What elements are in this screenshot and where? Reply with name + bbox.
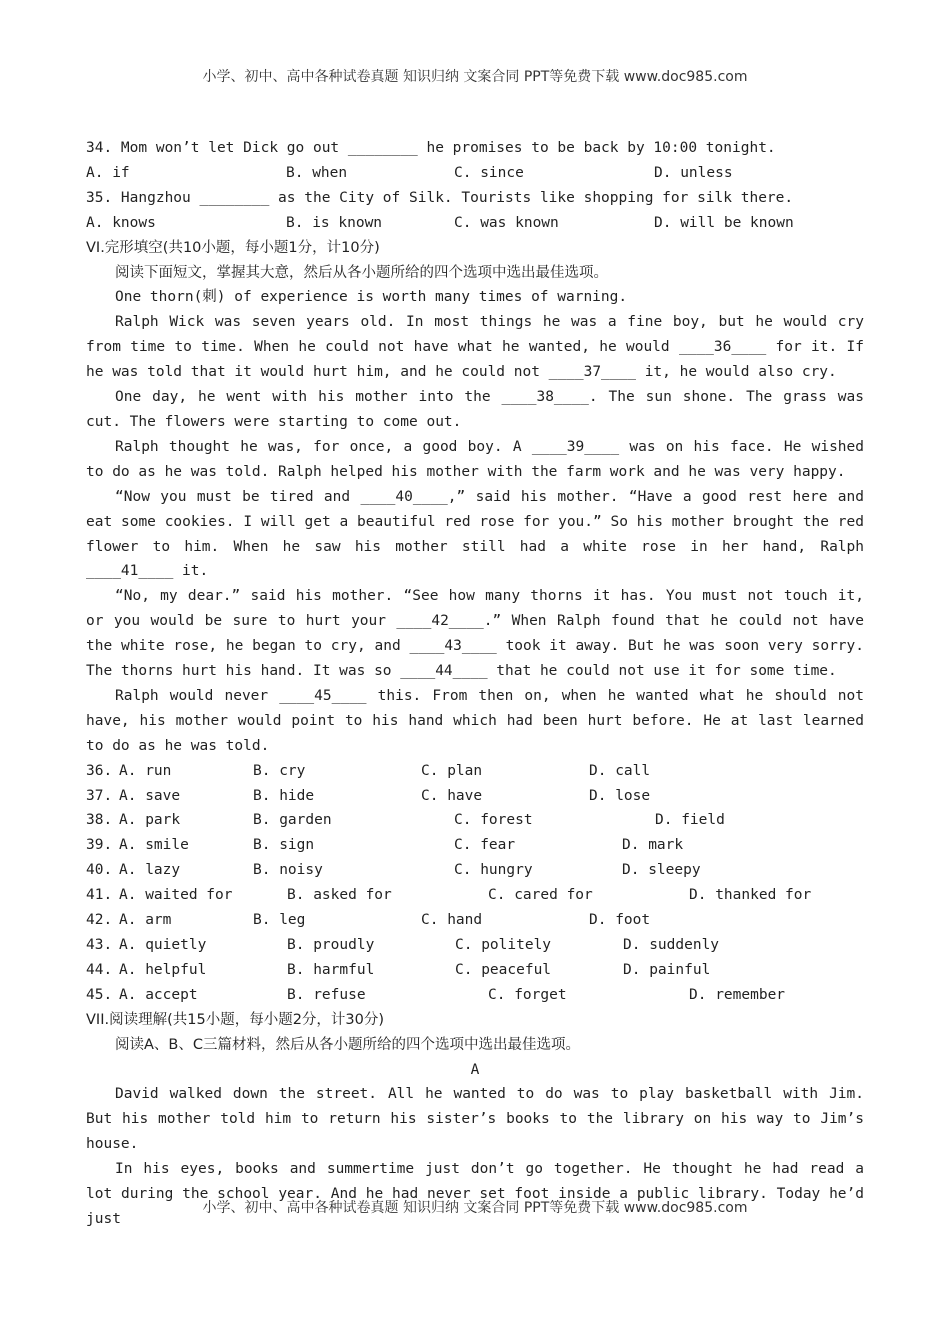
- option-c: C. politely: [455, 937, 552, 953]
- option-b: B. cry: [253, 762, 306, 779]
- question-34-stem: 34. Mom won’t let Dick go out ________ he promises to be back by 10:00 tonight.: [86, 140, 776, 156]
- cloze-paragraph-1: One thorn(刺) of experience is worth many times of warning.: [115, 289, 628, 306]
- passage-a-label: A: [470, 1061, 480, 1078]
- question-35-options: [86, 211, 864, 236]
- section-7-title: VII.阅读理解(共15小题，每小题2分，计30分): [86, 1011, 385, 1028]
- reading-a-paragraph-2: In his eyes, books and summertime just don’t go together. He thought he had read a lot during the school year. And he had never set foot inside a public library. Today he’d just: [86, 1161, 864, 1227]
- option-a: A. quietly: [119, 937, 207, 953]
- option-c: C. hand: [421, 912, 483, 929]
- option-a: A. waited for: [119, 887, 233, 904]
- option-number: 40.: [86, 862, 113, 879]
- option-number: 41.: [86, 887, 113, 904]
- cloze-paragraph-2: Ralph Wick was seven years old. In most things he was a fine boy, but he would cry from time to time. When he could not have what he wanted, he would ____36____ for it. If he was told that it would hurt him, and he could not ____37____ it, he would also cry.: [86, 314, 864, 381]
- option-c: C. hungry: [454, 862, 533, 879]
- option-a: A. smile: [119, 837, 189, 854]
- option-d: D. call: [589, 762, 651, 779]
- exam-content: [86, 136, 864, 1232]
- cloze-paragraph-3: One day, he went with his mother into the ____38____. The sun shone. The grass was cut. The flowers were starting to come out.: [86, 389, 864, 430]
- option-a: A. helpful: [119, 961, 207, 978]
- option-b: B. noisy: [253, 862, 323, 879]
- option-a: A. arm: [119, 912, 172, 929]
- section-7-instruction: 阅读A、B、C三篇材料，然后从各小题所给的四个选项中选出最佳选项。: [115, 1036, 580, 1053]
- cloze-paragraph-7: Ralph would never ____45____ this. From then on, when he wanted what he should not have, his mother would point to his hand which had been hurt before. He at last learned to do as he was told.: [86, 687, 864, 754]
- option-c: C. forget: [488, 986, 567, 1003]
- option-c: C. forest: [454, 812, 533, 829]
- option-d: D. suddenly: [623, 937, 720, 953]
- cloze-options-36: [86, 759, 864, 784]
- option-c: C. plan: [421, 762, 483, 779]
- page-header: 小学、初中、高中各种试卷真题 知识归纳 文案合同 PPT等免费下载 www.doc985.com: [202, 69, 748, 85]
- option-d: D. mark: [622, 837, 684, 854]
- option-number: 38.: [86, 812, 113, 829]
- q35-option-a: A. knows: [86, 214, 156, 231]
- option-d: D. foot: [589, 912, 651, 929]
- cloze-options-42: [86, 908, 864, 933]
- cloze-options-43: [86, 933, 864, 958]
- cloze-paragraph-4: Ralph thought he was, for once, a good boy. A ____39____ was on his face. He wished to do as he was told. Ralph helped his mother with the farm work and he was very happy.: [86, 438, 864, 480]
- option-d: D. lose: [589, 787, 651, 804]
- option-number: 43.: [86, 937, 113, 953]
- cloze-options-40: [86, 858, 864, 883]
- q34-option-a: A. if: [86, 164, 130, 181]
- option-a: A. lazy: [119, 862, 181, 879]
- q34-option-d: D. unless: [654, 164, 733, 181]
- option-b: B. hide: [253, 787, 315, 804]
- option-b: B. proudly: [287, 937, 375, 953]
- option-a: A. park: [119, 812, 181, 829]
- cloze-options-39: [86, 833, 864, 858]
- option-d: D. thanked for: [689, 887, 812, 904]
- cloze-paragraph-5: “Now you must be tired and ____40____,” said his mother. “Have a good rest here and eat some cookies. I will get a beautiful red rose for you.” So his mother brought the red flower to him. When he saw his mother still had a white rose in her hand, Ralph ____41____ it.: [86, 488, 864, 580]
- page-footer: 小学、初中、高中各种试卷真题 知识归纳 文案合同 PPT等免费下载 www.doc985.com: [202, 1200, 748, 1216]
- option-b: B. refuse: [287, 986, 366, 1003]
- option-a: A. save: [119, 787, 181, 804]
- option-b: B. harmful: [287, 961, 375, 978]
- option-b: B. asked for: [287, 887, 392, 904]
- cloze-options-38: [86, 808, 864, 833]
- option-b: B. garden: [253, 812, 332, 829]
- option-c: C. fear: [454, 837, 516, 854]
- option-d: D. painful: [623, 961, 711, 978]
- q35-option-c: C. was known: [454, 214, 559, 231]
- q34-option-b: B. when: [286, 164, 348, 181]
- option-c: C. peaceful: [455, 961, 552, 978]
- cloze-options-41: [86, 883, 864, 908]
- section-6-title: VI.完形填空(共10小题，每小题1分，计10分): [86, 239, 380, 256]
- option-b: B. leg: [253, 912, 306, 929]
- q34-option-c: C. since: [454, 164, 524, 181]
- option-a: A. accept: [119, 986, 198, 1003]
- reading-a-paragraph-1: David walked down the street. All he wanted to do was to play basketball with Jim. But his mother told him to return his sister’s books to the library on his way to Jim’s house.: [86, 1086, 864, 1153]
- cloze-options-37: [86, 784, 864, 809]
- section-6-instruction: 阅读下面短文，掌握其大意，然后从各小题所给的四个选项中选出最佳选项。: [115, 264, 608, 281]
- option-c: C. have: [421, 787, 483, 804]
- option-d: D. field: [655, 812, 725, 829]
- cloze-options-45: [86, 983, 864, 1008]
- option-number: 45.: [86, 986, 113, 1003]
- question-35-stem: 35. Hangzhou ________ as the City of Silk. Tourists like shopping for silk there.: [86, 189, 794, 206]
- option-number: 44.: [86, 961, 113, 978]
- option-number: 36.: [86, 762, 113, 779]
- question-34-options: [86, 161, 864, 186]
- q35-option-b: B. is known: [286, 214, 383, 231]
- option-c: C. cared for: [488, 887, 593, 904]
- option-number: 42.: [86, 912, 113, 929]
- option-b: B. sign: [253, 837, 315, 854]
- option-d: D. sleepy: [622, 862, 701, 879]
- option-d: D. remember: [689, 986, 786, 1003]
- cloze-paragraph-6: “No, my dear.” said his mother. “See how many thorns it has. You must not touch it, or you would be sure to hurt your ____42____.” When Ralph found that he could not have the white rose, he began to cry, and ____43____ took it away. But he was soon very sorry. The thorns hurt his hand. It was so ____44____ that he could not use it for some time.: [86, 588, 864, 680]
- q35-option-d: D. will be known: [654, 214, 794, 231]
- option-number: 39.: [86, 837, 113, 854]
- option-a: A. run: [119, 762, 172, 779]
- option-number: 37.: [86, 787, 113, 804]
- cloze-options-44: [86, 958, 864, 983]
